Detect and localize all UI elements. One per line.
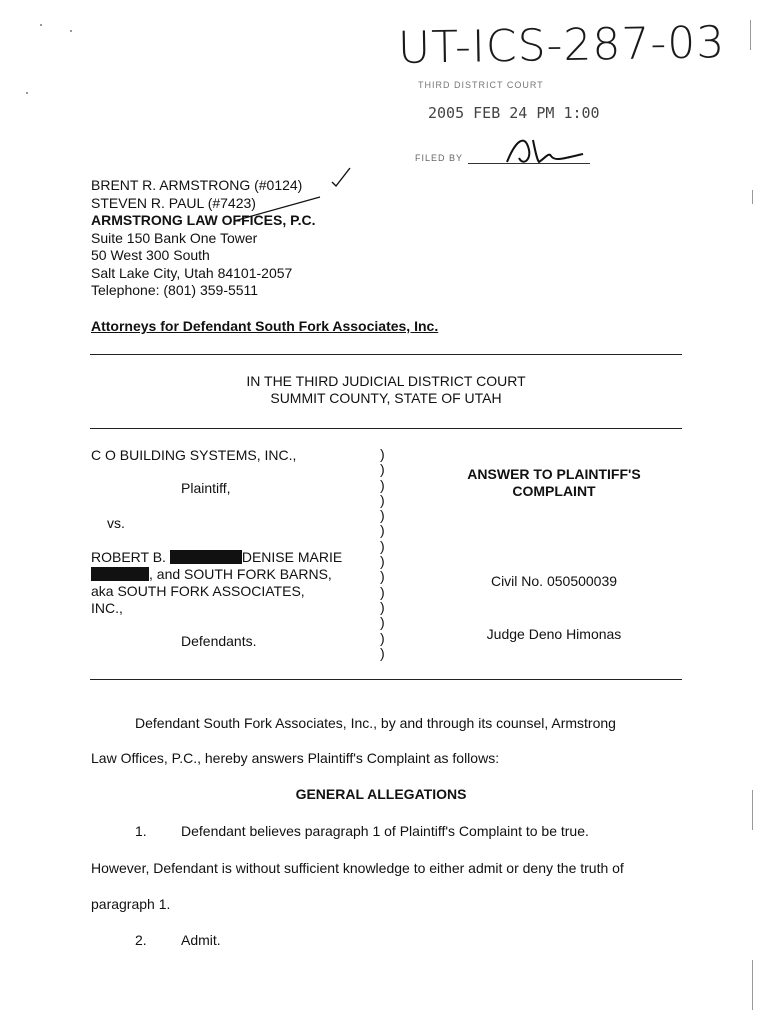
divider (90, 354, 682, 355)
plaintiff-name: C O BUILDING SYSTEMS, INC., (91, 447, 297, 463)
check-mark-icon (330, 166, 352, 190)
scan-speck (26, 92, 28, 94)
filing-stamp-date: 2005 FEB 24 PM 1:00 (428, 104, 600, 122)
divider (90, 679, 682, 680)
court-county: SUMMIT COUNTY, STATE OF UTAH (270, 390, 502, 406)
scan-speck (70, 30, 72, 32)
paragraph-number: 1. (135, 823, 147, 839)
redaction-box (170, 550, 242, 564)
intro-paragraph-line: Law Offices, P.C., hereby answers Plaintiff's Complaint as follows: (91, 750, 500, 766)
address-line: Suite 150 Bank One Tower (91, 229, 258, 246)
defendant-name: aka SOUTH FORK ASSOCIATES, (91, 583, 305, 599)
defendant-name: DENISE MARIE (241, 549, 343, 565)
scan-speck (752, 960, 753, 1010)
redaction-box (91, 567, 149, 581)
caption-parentheses: ) ) ) ) ) ) ) ) ) ) ) ) ) ) (380, 446, 385, 661)
paragraph-1-continued: However, Defendant is without sufficient knowledge to either admit or deny the truth of (91, 860, 624, 876)
court-heading (90, 373, 682, 407)
attorneys-for-line: Attorneys for Defendant South Fork Associates, Inc. (91, 318, 439, 334)
document-title-line: ANSWER TO PLAINTIFF'S (467, 466, 641, 482)
attorney-line: BRENT R. ARMSTRONG (#0124) (91, 177, 303, 193)
telephone-line: Telephone: (801) 359-5511 (91, 282, 259, 298)
divider (90, 428, 682, 429)
defendant-name: INC., (91, 600, 123, 616)
document-title (420, 466, 688, 500)
law-firm-name: ARMSTRONG LAW OFFICES, P.C. (91, 212, 316, 228)
scan-speck (752, 190, 753, 204)
defendant-name: , and SOUTH FORK BARNS, (149, 566, 332, 582)
plaintiff-label: Plaintiff, (181, 480, 231, 496)
defendants-label: Defendants. (181, 633, 257, 649)
scan-speck (40, 24, 42, 26)
scan-speck (752, 790, 753, 830)
clerk-signature (505, 132, 585, 170)
filing-stamp-filed-by: FILED BY (415, 153, 464, 163)
court-name: IN THE THIRD JUDICIAL DISTRICT COURT (246, 373, 526, 389)
document-title-line: COMPLAINT (512, 483, 596, 499)
address-line: Salt Lake City, Utah 84101-2057 (91, 264, 293, 281)
paragraph-1-continued: paragraph 1. (91, 896, 171, 912)
intro-paragraph-line: Defendant South Fork Associates, Inc., by and through its counsel, Armstrong (135, 715, 616, 731)
judge-name: Judge Deno Himonas (486, 626, 622, 642)
paragraph-text: Defendant believes paragraph 1 of Plaintiff's Complaint to be true. (181, 823, 589, 839)
handwritten-case-number: UT-ICS-287-03 (397, 17, 726, 74)
paragraph-text: Admit. (181, 932, 221, 948)
defendant-names (91, 549, 371, 566)
check-mark-icon (234, 193, 322, 223)
paragraph-1 (91, 823, 671, 839)
filing-stamp-court: THIRD DISTRICT COURT (418, 80, 544, 90)
address-line: 50 West 300 South (91, 247, 210, 263)
section-heading: GENERAL ALLEGATIONS (295, 786, 467, 802)
defendant-name: ROBERT B. (91, 549, 166, 565)
scan-speck (750, 20, 751, 50)
versus-label: vs. (107, 515, 125, 531)
case-caption-parties (91, 447, 371, 650)
paragraph-number: 2. (135, 932, 147, 948)
paragraph-2 (91, 932, 671, 948)
civil-number: Civil No. 050500039 (490, 573, 618, 589)
attorney-line: STEVEN R. PAUL (#7423) (91, 194, 256, 211)
